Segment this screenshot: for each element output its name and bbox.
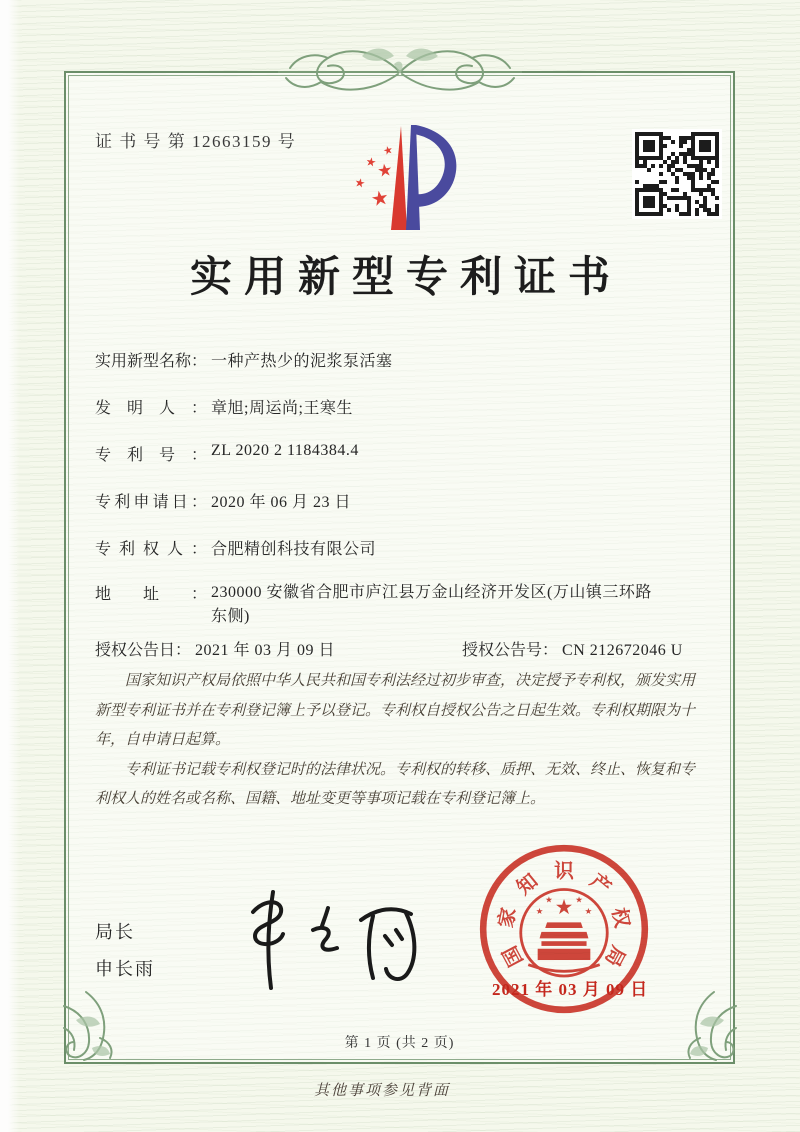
cnipa-logo-icon: [338, 120, 468, 240]
body-paragraph-2: 专利证书记载专利权登记时的法律状况。专利权的转移、质押、无效、终止、恢复和专利权人的姓名或名称、国籍、地址变更等事项记载在专利登记簿上。: [95, 759, 696, 808]
seal-date: 2021 年 03 月 09 日: [492, 980, 649, 999]
svg-text:权: 权: [607, 905, 633, 930]
back-side-note: 其他事项参见背面: [313, 1081, 450, 1099]
field-row-inventors: [95, 395, 353, 418]
field-value: 章旭;周运尚;王寒生: [211, 400, 353, 417]
svg-text:★: ★: [364, 154, 378, 170]
field-value: 2021 年 03 月 09 日: [195, 642, 336, 659]
svg-text:产: 产: [585, 869, 615, 900]
field-label: 发明人：: [95, 400, 207, 417]
svg-text:★: ★: [353, 175, 367, 191]
field-value: 合肥精创科技有限公司: [211, 541, 377, 558]
svg-text:知: 知: [513, 869, 543, 900]
signer-name: 申长雨: [95, 958, 155, 979]
field-value: 230000 安徽省合肥市庐江县万金山经济开发区(万山镇三环路东侧): [211, 584, 652, 625]
svg-text:★: ★: [554, 894, 574, 919]
field-row-grant-date: [95, 637, 335, 660]
corner-flourish-right: [648, 978, 744, 1074]
field-label: 专利号：: [95, 447, 207, 464]
field-value: 2020 年 06 月 23 日: [211, 494, 352, 511]
field-row-filing-date: [95, 489, 351, 512]
top-flourish-ornament: [278, 30, 522, 114]
signer-block: [95, 914, 155, 988]
field-value: ZL 2020 2 1184384.4: [211, 442, 359, 459]
handwritten-signature: [225, 882, 440, 997]
field-label: 授权公告号：: [462, 642, 559, 659]
svg-text:识: 识: [554, 860, 574, 883]
field-value: CN 212672046 U: [562, 642, 683, 659]
field-label: 地址：: [95, 586, 207, 603]
svg-text:★: ★: [584, 905, 593, 916]
certificate-title: 实用新型专利证书: [189, 255, 622, 301]
legal-body-text: [95, 666, 709, 814]
svg-text:国: 国: [499, 942, 528, 970]
svg-text:★: ★: [535, 905, 544, 916]
field-row-patentee: [95, 536, 376, 559]
svg-text:★: ★: [575, 894, 583, 905]
svg-text:★: ★: [368, 184, 391, 212]
svg-text:★: ★: [376, 160, 394, 182]
body-paragraph-1: 国家知识产权局依照中华人民共和国专利法经过初步审查，决定授予专利权，颁发实用新型专利证书并在专利登记簿上予以登记。专利权自授权公告之日起生效。专利权期限为十年，自申请日起算。: [95, 671, 696, 749]
svg-text:局: 局: [600, 942, 629, 970]
field-label: 专利权人：: [95, 541, 207, 558]
field-row-address: [95, 581, 663, 629]
field-row-grant-number: [462, 637, 683, 660]
field-row-patent-number: [95, 442, 359, 465]
field-label: 实用新型名称：: [95, 353, 208, 370]
field-label: 专利申请日：: [95, 494, 207, 511]
field-row-invention-name: [95, 348, 393, 371]
field-value: 一种产热少的泥浆泵活塞: [211, 353, 393, 370]
certificate-number: 证 书 号 第 12663159 号: [95, 132, 297, 151]
svg-text:家: 家: [495, 905, 521, 930]
corner-flourish-left: [56, 978, 152, 1074]
svg-text:★: ★: [545, 894, 553, 905]
page-indicator: 第 1 页 (共 2 页): [344, 1036, 455, 1051]
svg-text:★: ★: [381, 142, 395, 159]
scan-edge-shading: [0, 0, 20, 1132]
national-emblem: [521, 890, 607, 976]
field-label: 授权公告日：: [95, 642, 192, 659]
signer-title: 局长: [95, 922, 135, 942]
qr-code: [632, 129, 722, 219]
